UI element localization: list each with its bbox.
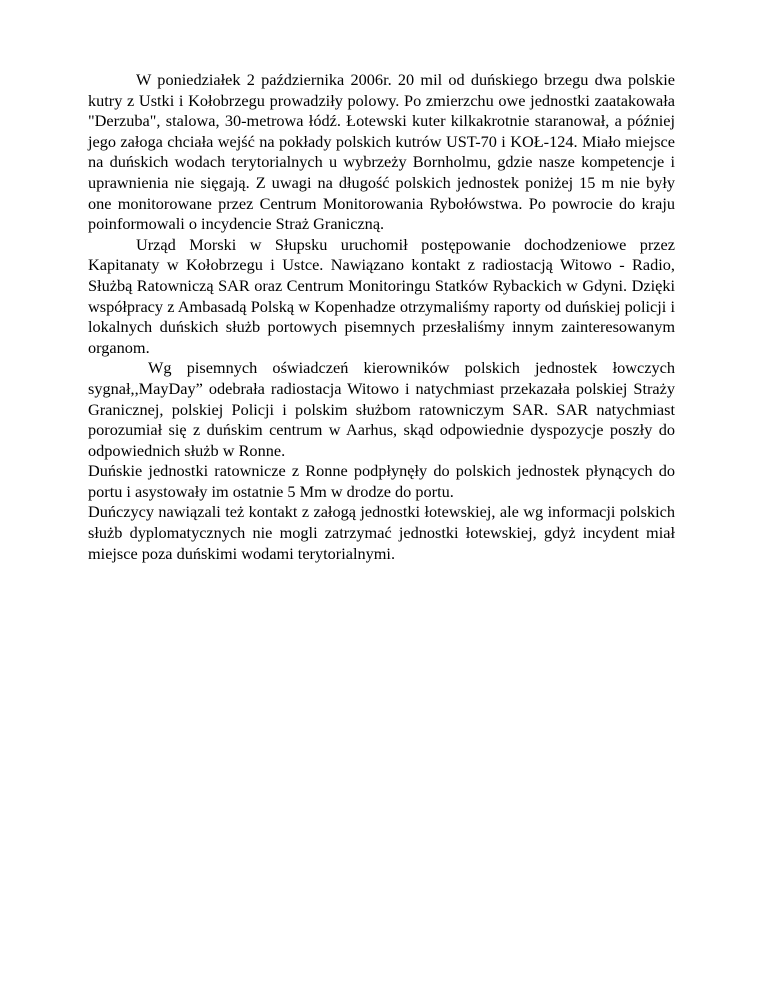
document-body (88, 70, 675, 564)
paragraph-incident-description: W poniedziałek 2 października 2006r. 20 mil od duńskiego brzegu dwa polskie kutry z Ustki i Kołobrzegu prowadziły polowy. Po zmierzchu owe jednostki zaatakowała "Derzuba", stalowa, 30-metrowa łódź. Łotewski kuter kilkakrotnie staranował, a później jego załoga chciała wejść na pokłady polskich kutrów UST-70 i KOŁ-124. Miało miejsce na duńskich wodach terytorialnych u wybrzeży Bornholmu, gdzie nasze kompetencje i uprawnienia nie sięgają. Z uwagi na długość polskich jednostek poniżej 15 m nie były one monitorowane przez Centrum Monitorowania Rybołówstwa. Po powrocie do kraju poinformowali o incydencie Straż Graniczną. (88, 70, 675, 234)
paragraph-danish-rescue: Duńskie jednostki ratownicze z Ronne podpłynęły do polskich jednostek płynących do portu i asystowały im ostatnie 5 Mm w drodze do portu. (88, 461, 675, 501)
paragraph-investigation: Urząd Morski w Słupsku uruchomił postępowanie dochodzeniowe przez Kapitanaty w Kołobrzegu i Ustce. Nawiązano kontakt z radiostacją Witowo - Radio, Służbą Ratowniczą SAR oraz Centrum Monitoringu Statków Rybackich w Gdyni. Dzięki współpracy z Ambasadą Polską w Kopenhadze otrzymaliśmy raporty od duńskiej policji i lokalnych duńskich służb portowych pisemnych przesłaliśmy innym zainteresowanym organom. (88, 234, 675, 357)
paragraph-latvian-contact: Duńczycy nawiązali też kontakt z załogą jednostki łotewskiej, ale wg informacji polskich służb dyplomatycznych nie mogli zatrzymać jednostki łotewskiej, gdyż incydent miał miejsce poza duńskimi wodami terytorialnymi. (88, 502, 675, 563)
paragraph-mayday-signal: Wg pisemnych oświadczeń kierowników polskich jednostek łowczych sygnał,,MayDay” odebrała radiostacja Witowo i natychmiast przekazała polskiej Straży Granicznej, polskiej Policji i polskim służbom ratowniczym SAR. SAR natychmiast porozumiał się z duńskim centrum w Aarhus, skąd odpowiednie dyspozycje poszły do odpowiednich służb w Ronne. (88, 358, 675, 460)
